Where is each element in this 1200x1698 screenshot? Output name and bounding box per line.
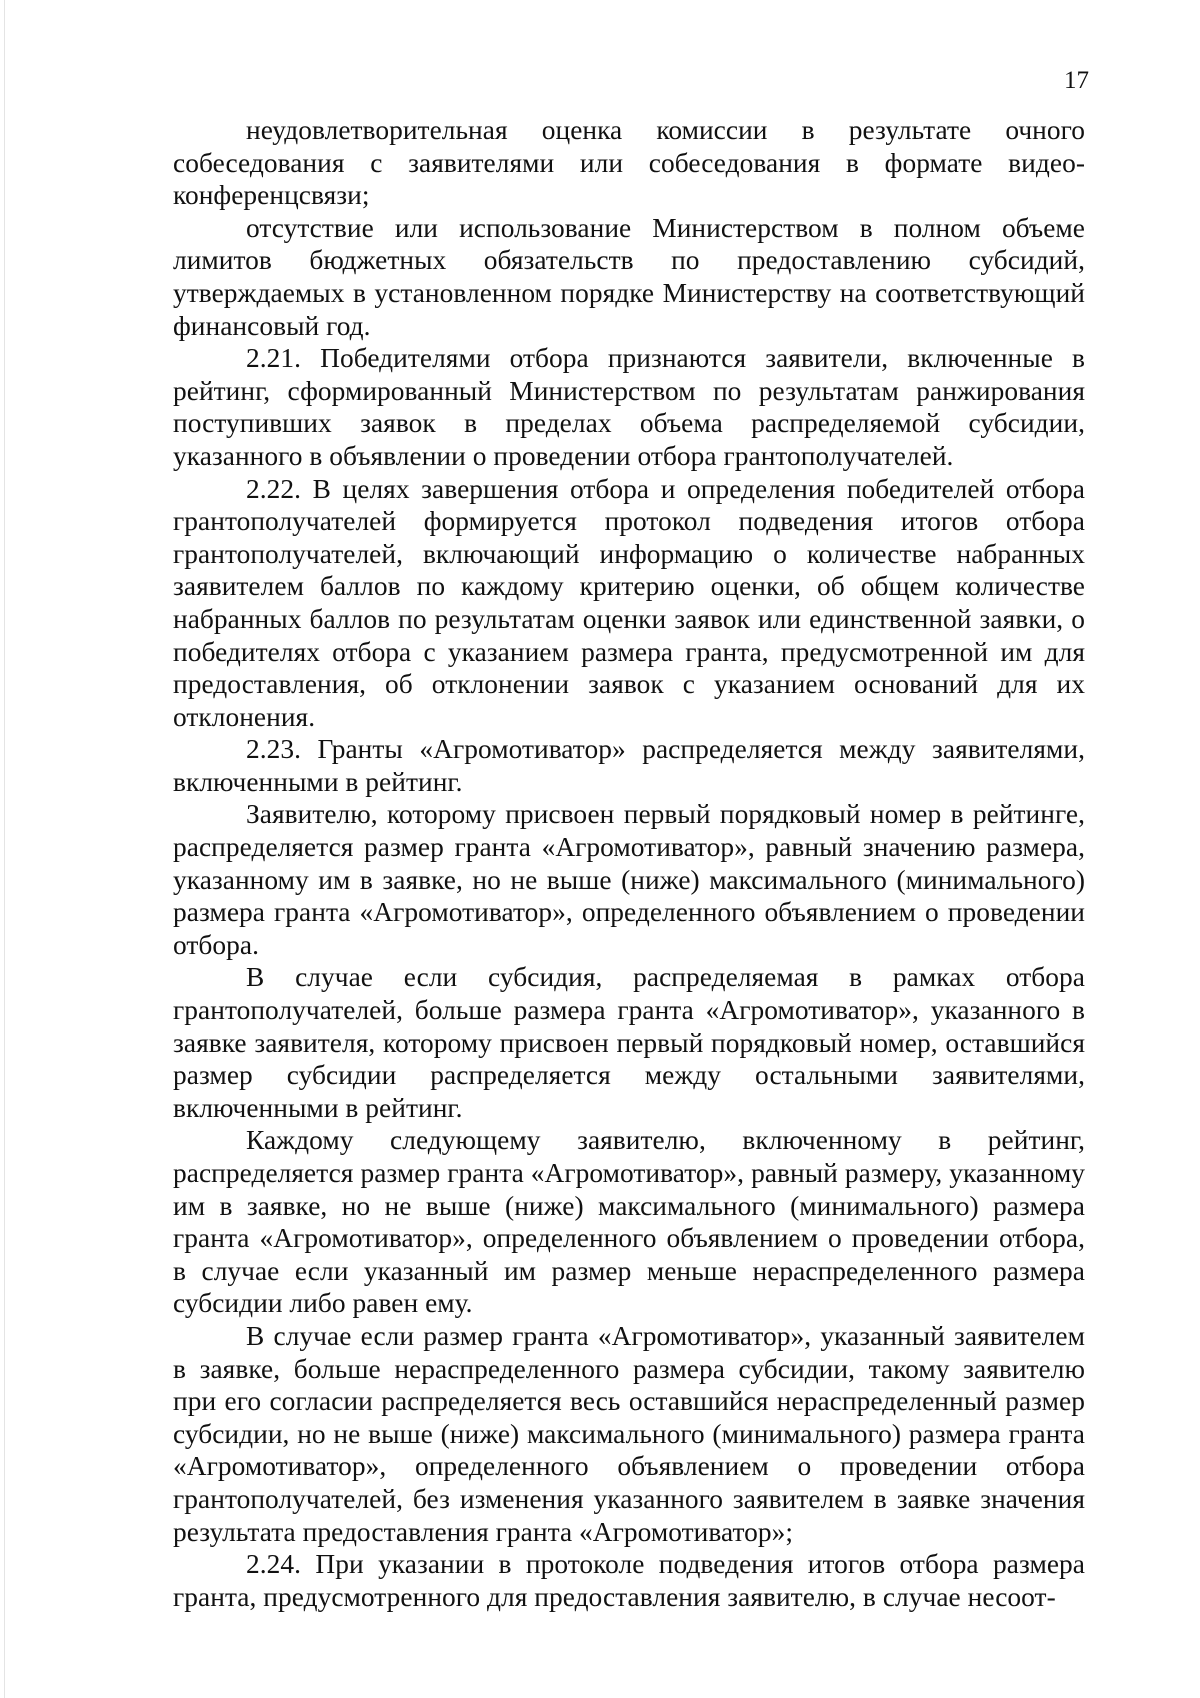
paragraph-4: 2.22. В целях завершения отбора и определения победителей отбора грантополучателей формируется протокол подведения итогов отбора грантополучателей, включающий информацию о количестве набранных заявителем баллов по каждому критерию оценки, об общем количестве набранных баллов по результатам оценки заявок или единственной заявки, о победителях отбора с указанием размера гранта, предусмотренной им для предоставления, об отклонении заявок с указанием оснований для их отклонения.	[173, 473, 1085, 732]
paragraph-7: В случае если субсидия, распределяемая в рамках отбора грантополучателей, больше размера гранта «Агромотиватор», указанного в заявке заявителя, которому присвоен первый порядковый номер, оставшийся размер субсидии распределяется между остальными заявителями, включенными в рейтинг.	[173, 962, 1085, 1123]
paragraph-6: Заявителю, которому присвоен первый порядковый номер в рейтинге, распределяется размер гранта «Агромотиватор», равный значению размера, указанному им в заявке, но не выше (ниже) максимального (минимального) размера гранта «Агромотиватор», определенного объявлением о проведении отбора.	[173, 799, 1085, 960]
paragraph-2: отсутствие или использование Министерством в полном объеме лимитов бюджетных обязательств по предоставлению субсидий, утверждаемых в установленном порядке Министерству на соответствующий финансовый год.	[173, 212, 1085, 341]
paragraph-8: Каждому следующему заявителю, включенному в рейтинг, распределяется размер гранта «Агромотиватор», равный размеру, указанному им в заявке, но не выше (ниже) максимального (минимального) размера гранта «Агромотиватор», определенного объявлением о проведении отбора, в случае если указанный им размер меньше нераспределенного размера субсидии либо равен ему.	[173, 1125, 1085, 1319]
paragraph-1: неудовлетворительная оценка комиссии в результате очного собеседования с заявителями или собеседования в формате видео-конференцсвязи;	[173, 115, 1085, 211]
document-body	[173, 114, 1085, 1613]
paragraph-9: В случае если размер гранта «Агромотиватор», указанный заявителем в заявке, больше нераспределенного размера субсидии, такому заявителю при его согласии распределяется весь оставшийся нераспределенный размер субсидии, но не выше (ниже) максимального (минимального) размера гранта «Агромотиватор», определенного объявлением о проведении отбора грантополучателей, без изменения указанного заявителем в заявке значения результата предоставления гранта «Агромотиватор»;	[173, 1320, 1085, 1547]
paragraph-3: 2.21. Победителями отбора признаются заявители, включенные в рейтинг, сформированный Министерством по результатам ранжирования поступивших заявок в пределах объема распределяемой субсидии, указанного в объявлении о проведении отбора грантополучателей.	[173, 343, 1085, 471]
page-number: 17	[1064, 67, 1089, 94]
paragraph-5: 2.23. Гранты «Агромотиватор» распределяется между заявителями, включенными в рейтинг.	[173, 734, 1085, 797]
paragraph-10: 2.24. При указании в протоколе подведения итогов отбора размера гранта, предусмотренного для предоставления заявителю, в случае несоот-	[173, 1549, 1085, 1612]
scan-edge-line	[4, 0, 5, 1698]
